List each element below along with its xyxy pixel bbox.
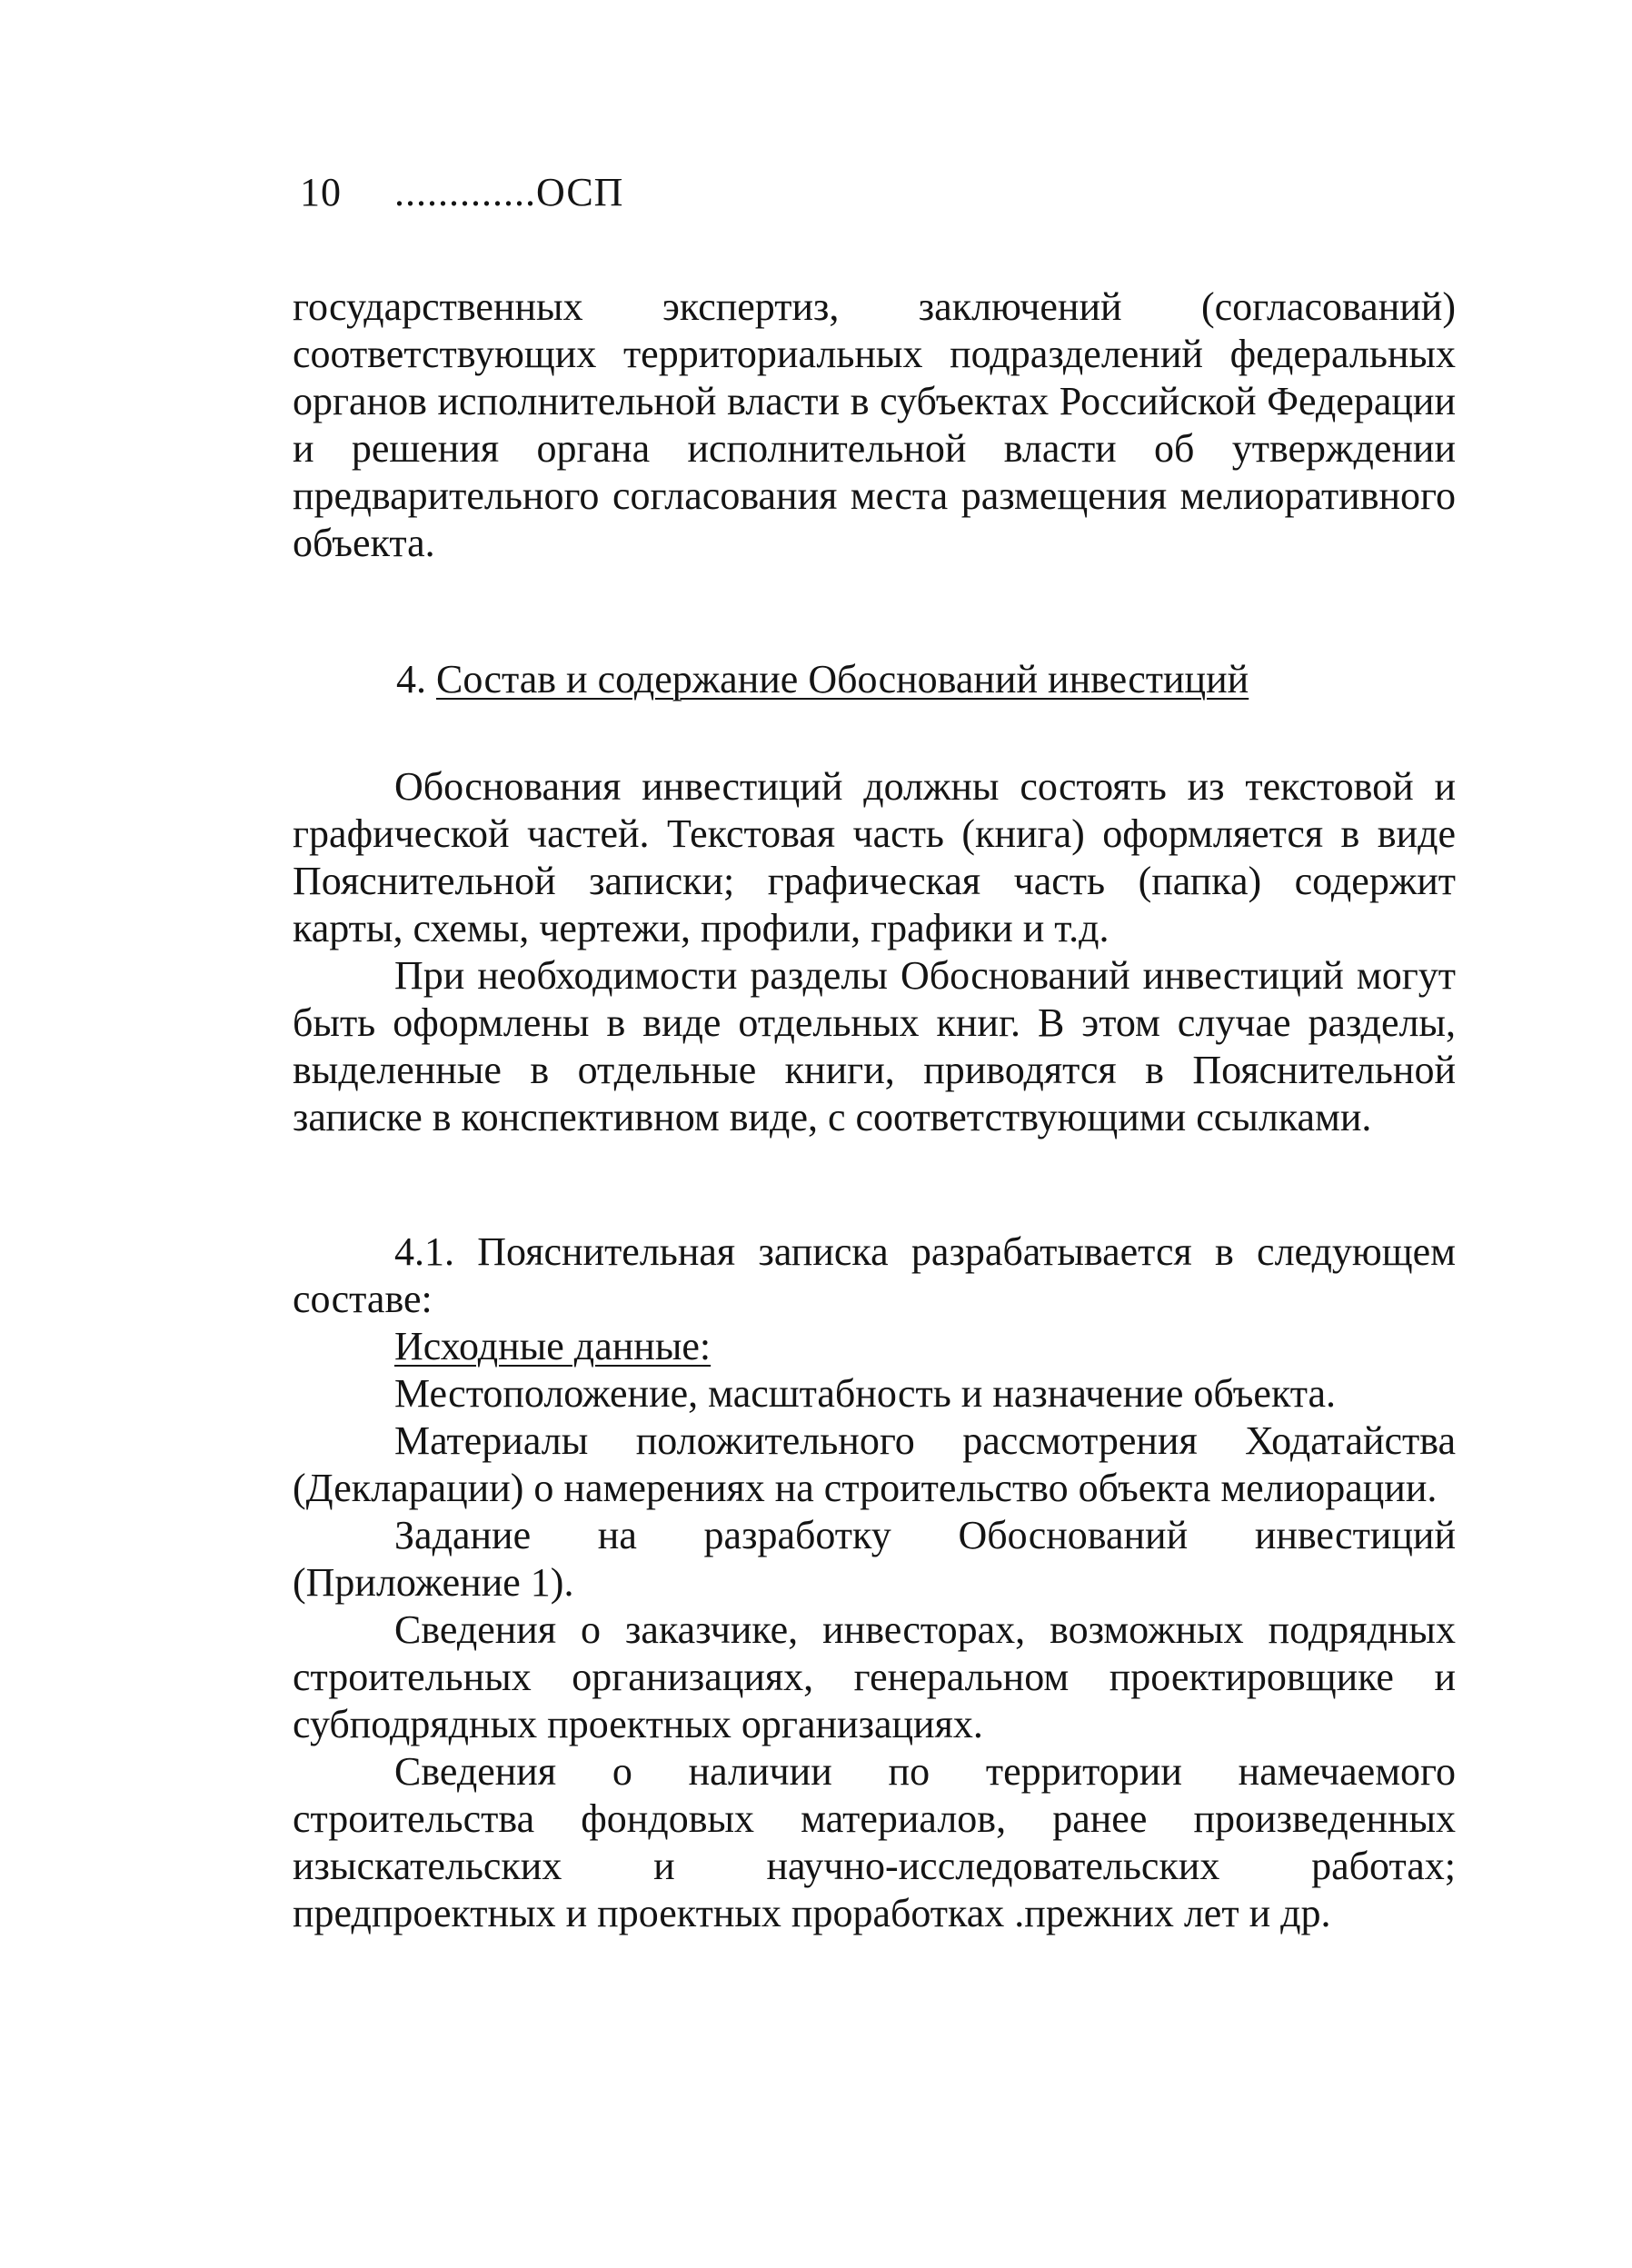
document-code: ОСП: [536, 170, 624, 214]
intro-block: [293, 284, 1456, 567]
section-heading: [396, 656, 1249, 702]
page-header: [300, 169, 623, 215]
list-item: Материалы положительного рассмотрения Ходатайства (Декларации) о намерениях на строительство объекта мелиорации.: [293, 1418, 1456, 1510]
composition-paragraph: Обоснования инвестиций должны состоять из текстовой и графической частей. Текстовая часть (книга) оформляется в виде Пояснительной записки; графическая часть (папка) содержит карты, схемы, чертежи, профили, графики и т.д.: [293, 764, 1456, 950]
list-item: Сведения о заказчике, инвесторах, возможных подрядных строительных организациях, генеральном проектировщике и субподрядных проектных организациях.: [293, 1607, 1456, 1746]
header-leader-dots: .............: [394, 170, 536, 214]
section-number: 4.: [396, 657, 426, 701]
composition-block: [293, 763, 1456, 1141]
section-title: Состав и содержание Обоснований инвестиций: [436, 657, 1249, 701]
paragraph-4-1: 4.1. Пояснительная записка разрабатывается в следующем составе:: [293, 1229, 1456, 1321]
list-item: Задание на разработку Обоснований инвестиций (Приложение 1).: [293, 1513, 1456, 1605]
books-paragraph: При необходимости разделы Обоснований инвестиций могут быть оформлены в виде отдельных книг. В этом случае разделы, выделенные в отдельные книги, приводятся в Пояснительной записке в конспективном виде, с соответствующими ссылками.: [293, 953, 1456, 1139]
initial-data-heading: Исходные данные:: [394, 1324, 712, 1368]
list-item: Сведения о наличии по территории намечаемого строительства фондовых материалов, ранее произведенных изыскательских и научно-исследовательских работах; предпроектных и проектных проработках .прежних лет и др.: [293, 1749, 1456, 1935]
explanatory-note-block: [293, 1228, 1456, 1937]
list-item: Местоположение, масштабность и назначение объекта.: [394, 1371, 1337, 1416]
page-number: 10: [300, 170, 342, 214]
intro-paragraph: государственных экспертиз, заключений (согласований) соответствующих территориальных подразделений федеральных органов исполнительной власти в субъектах Российской Федерации и решения органа исполнительной власти об утверждении предварительного согласования места размещения мелиоративного объекта.: [293, 284, 1456, 565]
